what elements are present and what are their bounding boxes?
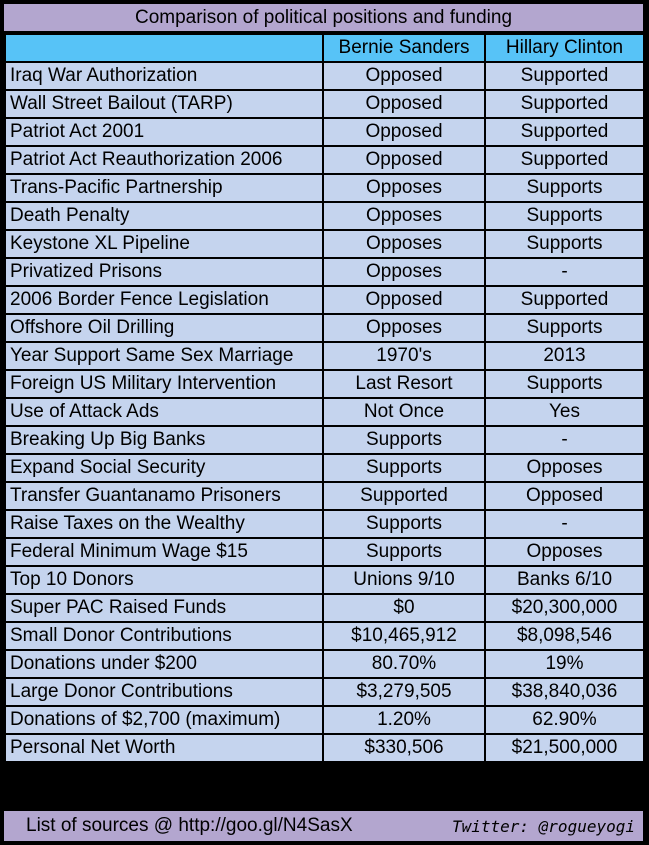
sanders-cell: 80.70% [323,650,485,678]
sanders-cell: Opposes [323,202,485,230]
table-row [5,230,644,258]
sanders-cell: Supports [323,426,485,454]
sanders-cell: 1970's [323,342,485,370]
sanders-cell: $0 [323,594,485,622]
sanders-cell: Supported [323,482,485,510]
clinton-cell: $38,840,036 [485,678,644,706]
sanders-cell: Opposed [323,286,485,314]
footer-bar [4,811,643,841]
column-header-sanders: Bernie Sanders [323,34,485,62]
table-row [5,174,644,202]
sanders-cell: Opposes [323,174,485,202]
clinton-cell: Supports [485,174,644,202]
comparison-table [4,33,645,763]
table-row [5,90,644,118]
clinton-cell: Supported [485,90,644,118]
row-label: Use of Attack Ads [5,398,323,426]
clinton-cell: 19% [485,650,644,678]
table-row [5,566,644,594]
sources-link[interactable]: List of sources @ http://goo.gl/N4SasX [26,815,353,836]
row-label: Super PAC Raised Funds [5,594,323,622]
sanders-cell: $3,279,505 [323,678,485,706]
table-row [5,314,644,342]
clinton-cell: Supported [485,62,644,90]
row-label: Large Donor Contributions [5,678,323,706]
row-label: Federal Minimum Wage $15 [5,538,323,566]
row-label: Personal Net Worth [5,734,323,762]
row-label: Trans-Pacific Partnership [5,174,323,202]
table-row [5,678,644,706]
sanders-cell: $330,506 [323,734,485,762]
table-row [5,146,644,174]
row-label: Keystone XL Pipeline [5,230,323,258]
sanders-cell: Opposed [323,90,485,118]
row-label: 2006 Border Fence Legislation [5,286,323,314]
row-label: Raise Taxes on the Wealthy [5,510,323,538]
clinton-cell: Yes [485,398,644,426]
clinton-cell: $8,098,546 [485,622,644,650]
table-row [5,538,644,566]
clinton-cell: Supports [485,370,644,398]
clinton-cell: - [485,510,644,538]
twitter-handle: Twitter: @rogueyogi [451,816,635,836]
sanders-cell: Opposed [323,146,485,174]
row-label: Donations under $200 [5,650,323,678]
clinton-cell: Opposed [485,482,644,510]
clinton-cell: Supports [485,202,644,230]
row-label: Patriot Act 2001 [5,118,323,146]
row-label: Iraq War Authorization [5,62,323,90]
clinton-cell: Supported [485,118,644,146]
table-row [5,370,644,398]
row-label: Death Penalty [5,202,323,230]
row-label: Donations of $2,700 (maximum) [5,706,323,734]
sanders-cell: $10,465,912 [323,622,485,650]
sanders-cell: Opposes [323,258,485,286]
table-row [5,650,644,678]
column-header-clinton: Hillary Clinton [485,34,644,62]
clinton-cell: Supports [485,230,644,258]
table-row [5,594,644,622]
sanders-cell: 1.20% [323,706,485,734]
page-title: Comparison of political positions and funding [4,4,643,31]
row-label: Foreign US Military Intervention [5,370,323,398]
table-row [5,622,644,650]
sanders-cell: Not Once [323,398,485,426]
table-row [5,62,644,90]
corner-header-cell [5,34,323,62]
table-row [5,258,644,286]
row-label: Top 10 Donors [5,566,323,594]
clinton-cell: Opposes [485,538,644,566]
sanders-cell: Supports [323,454,485,482]
clinton-cell: Supports [485,314,644,342]
clinton-cell: Supported [485,146,644,174]
table-row [5,342,644,370]
sanders-cell: Opposes [323,230,485,258]
sanders-cell: Opposes [323,314,485,342]
row-label: Expand Social Security [5,454,323,482]
table-row [5,482,644,510]
table-row [5,454,644,482]
sanders-cell: Last Resort [323,370,485,398]
table-row [5,118,644,146]
clinton-cell: Supported [485,286,644,314]
table-row [5,202,644,230]
sanders-cell: Supports [323,510,485,538]
row-label: Patriot Act Reauthorization 2006 [5,146,323,174]
table-row [5,398,644,426]
sanders-cell: Opposed [323,118,485,146]
row-label: Wall Street Bailout (TARP) [5,90,323,118]
clinton-cell: Opposes [485,454,644,482]
clinton-cell: Banks 6/10 [485,566,644,594]
clinton-cell: $21,500,000 [485,734,644,762]
clinton-cell: 2013 [485,342,644,370]
table-header-row [5,34,644,62]
row-label: Offshore Oil Drilling [5,314,323,342]
row-label: Year Support Same Sex Marriage [5,342,323,370]
table-row [5,510,644,538]
table-row [5,426,644,454]
sanders-cell: Supports [323,538,485,566]
clinton-cell: - [485,426,644,454]
table-row [5,286,644,314]
row-label: Small Donor Contributions [5,622,323,650]
table-row [5,734,644,762]
sanders-cell: Opposed [323,62,485,90]
row-label: Privatized Prisons [5,258,323,286]
row-label: Breaking Up Big Banks [5,426,323,454]
sanders-cell: Unions 9/10 [323,566,485,594]
clinton-cell: - [485,258,644,286]
clinton-cell: $20,300,000 [485,594,644,622]
row-label: Transfer Guantanamo Prisoners [5,482,323,510]
table-row [5,706,644,734]
clinton-cell: 62.90% [485,706,644,734]
